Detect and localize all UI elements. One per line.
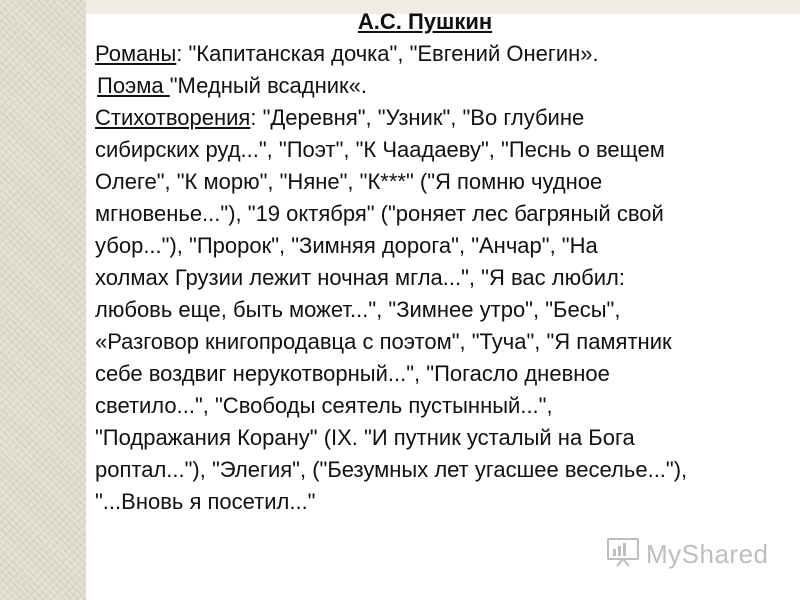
- verses-line-7: «Разговор книгопродавца с поэтом", "Туча", "Я памятник: [95, 329, 672, 354]
- verses-line-5: холмах Грузии лежит ночная мгла...", "Я вас любил:: [95, 265, 625, 290]
- novels-line: [95, 38, 785, 70]
- poem-text: "Медный всадник«.: [169, 73, 368, 98]
- watermark-text: MyShared: [646, 539, 769, 569]
- poem-line: [95, 70, 785, 102]
- verses-line-11: роптал..."), "Элегия", ("Безумных лет угасшее веселье..."),: [95, 457, 688, 482]
- verses-line-2: Олеге", "К морю", "Няне", "К***" ("Я помню чудное: [95, 169, 603, 194]
- verses-line-4: убор..."), "Пророк", "Зимняя дорога", "Анчар", "На: [95, 233, 598, 258]
- verses-line-12: "...Вновь я посетил...": [95, 489, 316, 514]
- verses-line-8: себе воздвиг нерукотворный...", "Погасло дневное: [95, 361, 610, 386]
- verses-line-1: сибирских руд...", "Поэт", "К Чаадаеву", "Песнь о вещем: [95, 137, 665, 162]
- decorative-left-strip: [0, 0, 86, 600]
- verses-line-9: светило...", "Свободы сеятель пустынный...",: [95, 393, 553, 418]
- novels-label: Романы: [95, 41, 177, 66]
- poem-label: Поэма: [97, 73, 170, 98]
- slide-title: А.С. Пушкин: [357, 9, 493, 34]
- verses-line-6: любовь еще, быть может...", "Зимнее утро", "Бесы",: [95, 297, 621, 322]
- verses-line-10: "Подражания Корану" (IX. "И путник усталый на Бога: [95, 425, 635, 450]
- presentation-board-icon: [606, 537, 640, 572]
- watermark: [606, 537, 769, 572]
- novels-text: : "Капитанская дочка", "Евгений Онегин».: [176, 41, 599, 66]
- verses-line-3: мгновенье..."), "19 октября" ("роняет лес багряный свой: [95, 201, 664, 226]
- verses-label: Стихотворения: [95, 105, 251, 130]
- verses-text-0: : "Деревня", "Узник", "Во глубине: [250, 105, 585, 130]
- verses-line-0: [95, 102, 785, 134]
- slide-content: [95, 6, 785, 518]
